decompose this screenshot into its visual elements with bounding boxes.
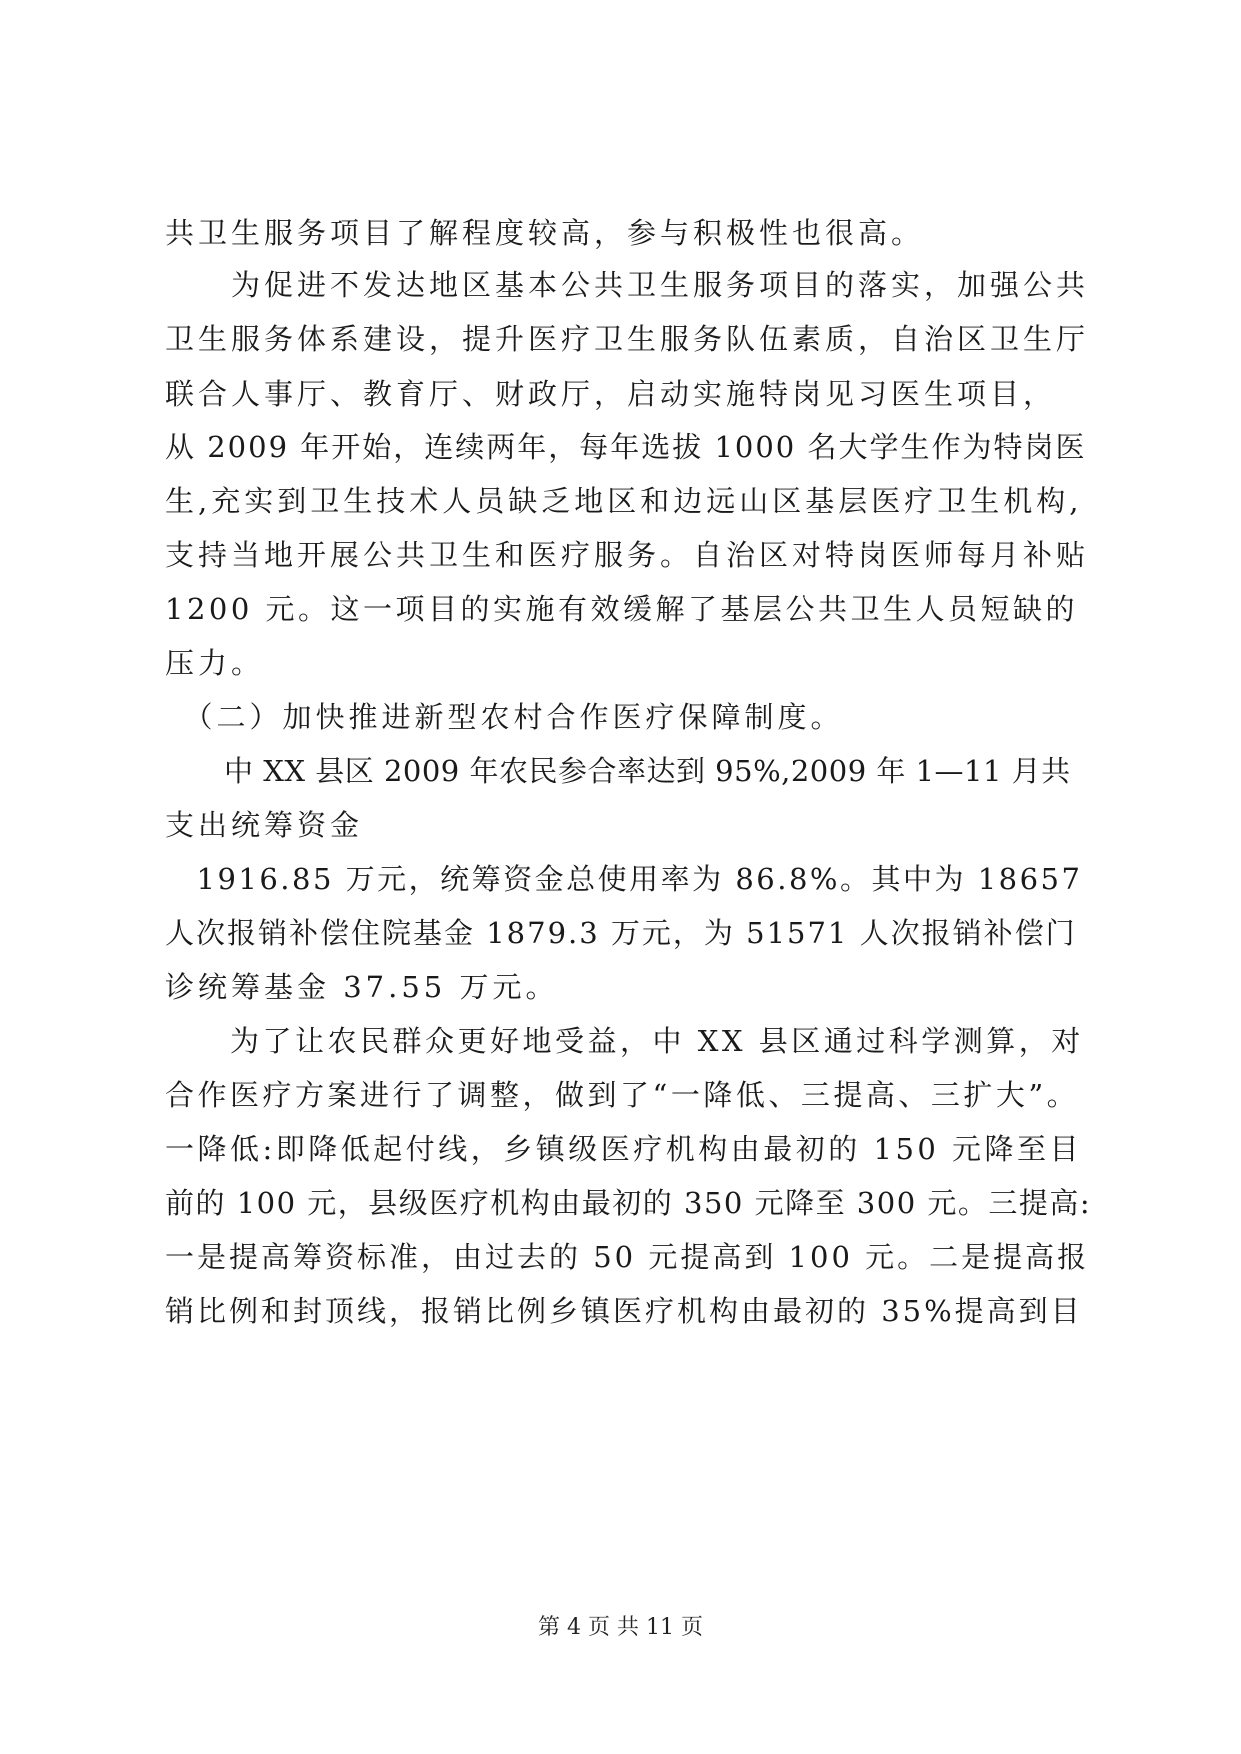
- body-line-5: 从 2009 年开始，连续两年，每年选拔 1000 名大学生作为特岗医: [165, 430, 1087, 464]
- body-line-15: 诊统筹基金 37.55 万元。: [165, 970, 559, 1004]
- body-line-7: 支持当地开展公共卫生和医疗服务。自治区对特岗医师每月补贴: [165, 538, 1090, 572]
- body-line-1: 共卫生服务项目了解程度较高，参与积极性也很高。: [165, 216, 925, 250]
- body-line-8: 1200 元。这一项目的实施有效缓解了基层公共卫生人员短缺的: [165, 592, 1079, 626]
- body-line-21: 销比例和封顶线，报销比例乡镇医疗机构由最初的 35%提高到目: [165, 1294, 1083, 1328]
- body-line-14: 人次报销补偿住院基金 1879.3 万元，为 51571 人次报销补偿门: [165, 916, 1077, 950]
- body-line-3: 卫生服务体系建设，提升医疗卫生服务队伍素质，自治区卫生厅: [165, 322, 1090, 356]
- body-line-17: 合作医疗方案进行了调整，做到了“一降低、三提高、三扩大”。: [165, 1078, 1080, 1112]
- section-heading: （二）加快推进新型农村合作医疗保障制度。: [165, 700, 844, 734]
- body-line-19: 前的 100 元，县级医疗机构由最初的 350 元降至 300 元。三提高:: [165, 1186, 1092, 1220]
- body-line-2: 为促进不发达地区基本公共卫生服务项目的落实，加强公共: [165, 268, 1090, 302]
- body-line-20: 一是提高筹资标准，由过去的 50 元提高到 100 元。二是提高报: [165, 1240, 1090, 1274]
- body-line-12: 支出统筹资金: [165, 808, 364, 842]
- page-number-footer: 第 4 页 共 11 页: [538, 1615, 703, 1640]
- body-line-18: 一降低:即降低起付线，乡镇级医疗机构由最初的 150 元降至目: [165, 1132, 1083, 1166]
- body-line-11: 中 XX 县区 2009 年农民参合率达到 95%,2009 年 1—11 月共: [165, 754, 1071, 788]
- body-line-4: 联合人事厅、教育厅、财政厅，启动实施特岗见习医生项目，: [165, 377, 1057, 411]
- body-line-6: 生,充实到卫生技术人员缺乏地区和边远山区基层医疗卫生机构,: [165, 484, 1083, 518]
- body-line-9: 压力。: [165, 646, 265, 680]
- body-line-16: 为了让农民群众更好地受益，中 XX 县区通过科学测算，对: [165, 1024, 1084, 1058]
- body-line-13: 1916.85 万元，统筹资金总使用率为 86.8%。其中为 18657: [165, 862, 1083, 896]
